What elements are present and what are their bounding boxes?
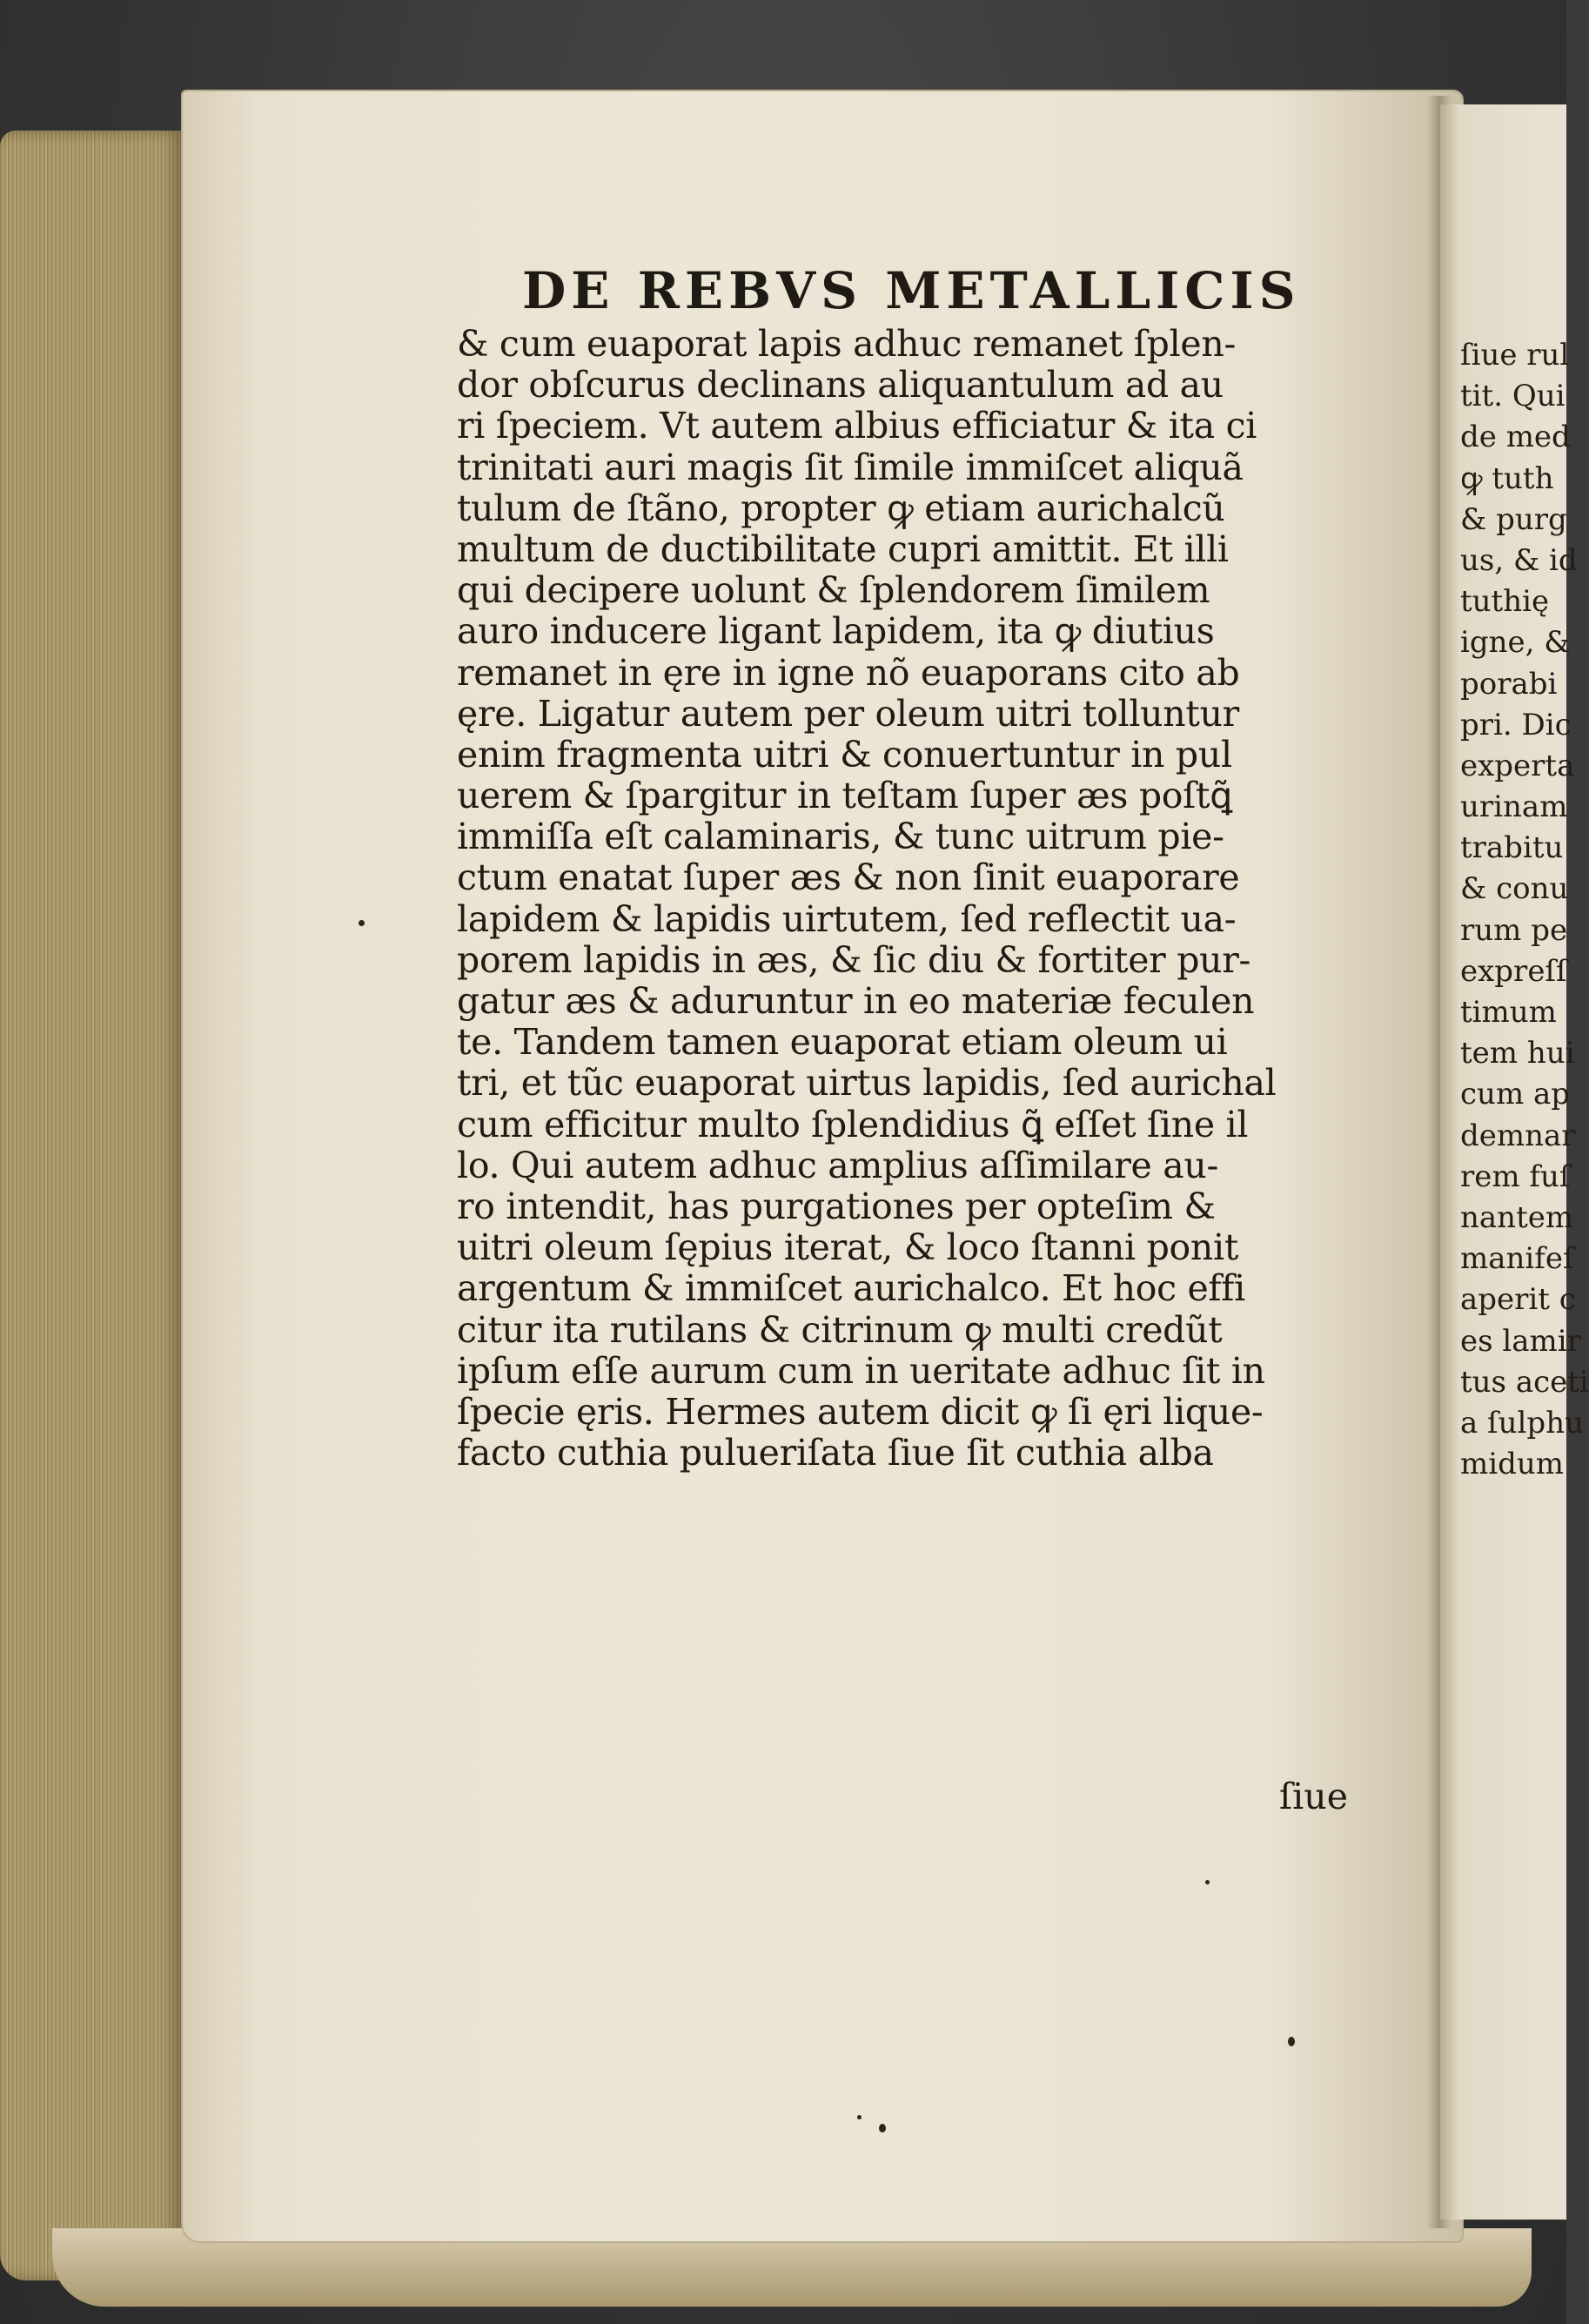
facing-text-line: cum ap xyxy=(1460,1077,1571,1112)
text-line: trinitati auri magis ſit ſimile immiſcet aliquã xyxy=(457,446,1244,488)
text-line: ęre. Ligatur autem per oleum uitri tolluntur xyxy=(457,692,1239,735)
facing-text-line: & conu xyxy=(1460,871,1569,907)
facing-text-line: rum pe xyxy=(1460,912,1568,948)
text-line: auro inducere ligant lapidem, ita ꝙ diutius xyxy=(457,610,1215,653)
text-line: ipſum eſſe aurum cum in ueritate adhuc ſit in xyxy=(457,1349,1265,1392)
text-line: ſpecie ęris. Hermes autem dicit ꝙ ſi ęri lique- xyxy=(457,1390,1264,1433)
text-line: lo. Qui autem adhuc amplius aſſimilare au- xyxy=(457,1144,1219,1186)
text-line: remanet in ęre in igne nõ euaporans cito ab xyxy=(457,651,1240,694)
facing-text-line: igne, & xyxy=(1460,625,1571,661)
text-line: te. Tandem tamen euaporat etiam oleum ui xyxy=(457,1021,1228,1064)
text-line: ro intendit, has purgationes per opteſim & xyxy=(457,1185,1216,1227)
facing-text-line: tuthię xyxy=(1460,584,1550,620)
text-line: uerem & ſpargitur in teſtam ſuper æs poſtꝗ̃ xyxy=(457,775,1232,817)
ink-speck xyxy=(1205,1880,1210,1884)
text-line: tri, et tũc euaporat uirtus lapidis, ſed aurichal xyxy=(457,1062,1277,1105)
text-line: cum efficitur multo ſplendidius ꝗ̃ eſſet ſine il xyxy=(457,1103,1249,1145)
facing-text-line: nantem xyxy=(1460,1199,1574,1235)
facing-text-line: a ſulphu xyxy=(1460,1405,1584,1441)
ink-speck xyxy=(359,920,365,926)
facing-text-line: trabitu xyxy=(1460,830,1564,866)
facing-page-text xyxy=(1460,335,1589,1485)
catchword: ſiue xyxy=(1279,1776,1348,1817)
text-line: citur ita rutilans & citrinum ꝙ multi credũt xyxy=(457,1308,1223,1351)
facing-text-line: midum xyxy=(1460,1447,1565,1482)
facing-text-line: tit. Qui xyxy=(1460,379,1566,414)
text-line: porem lapidis in æs, & ſic diu & fortiter pur- xyxy=(457,938,1251,981)
text-line: enim fragmenta uitri & conuertuntur in pul xyxy=(457,733,1232,776)
facing-text-line: de med xyxy=(1460,420,1571,455)
text-line: facto cuthia pulueriſata ſiue ſit cuthia alba xyxy=(457,1432,1214,1474)
facing-text-line: timum xyxy=(1460,995,1557,1030)
facing-text-line: tem hui xyxy=(1460,1036,1575,1071)
text-line: tulum de ſtãno, propter ꝙ etiam aurichalcũ xyxy=(457,487,1225,529)
text-line: uitri oleum ſępius iterat, & loco ſtanni ponit xyxy=(457,1226,1239,1269)
running-header: DE REBVS METALLICIS xyxy=(522,261,1301,320)
page-edges-left xyxy=(0,131,187,2280)
ink-speck xyxy=(879,2124,886,2133)
facing-text-line: aperit c xyxy=(1460,1282,1576,1318)
text-line: argentum & immiſcet aurichalco. Et hoc effi xyxy=(457,1267,1245,1310)
facing-text-line: us, & id xyxy=(1460,542,1578,578)
facing-text-line: manifeſ xyxy=(1460,1241,1574,1277)
text-line: immiſſa eſt calaminaris, & tunc uitrum pie- xyxy=(457,816,1224,858)
facing-text-line: ꝙ tuth xyxy=(1460,460,1554,496)
facing-text-line: porabi xyxy=(1460,666,1558,702)
text-line: multum de ductibilitate cupri amittit. Et illi xyxy=(457,527,1229,570)
facing-text-line: & purg xyxy=(1460,501,1567,537)
text-line: qui decipere uolunt & ſplendorem ſimilem xyxy=(457,569,1210,612)
ink-speck xyxy=(857,2115,862,2119)
text-line: & cum euaporat lapis adhuc remanet ſplen- xyxy=(457,323,1237,365)
facing-text-line: urinam xyxy=(1460,789,1568,825)
text-line: ctum enatat ſuper æs & non ſinit euaporare xyxy=(457,856,1240,899)
facing-text-line: ſiue rul xyxy=(1460,338,1570,373)
facing-text-line: es lamir xyxy=(1460,1323,1581,1359)
facing-text-line: pri. Dic xyxy=(1460,707,1572,742)
facing-text-line: demnar xyxy=(1460,1118,1576,1153)
text-line: ri ſpeciem. Vt autem albius efficiatur & ita ci xyxy=(457,405,1257,447)
facing-text-line: rem fuſ xyxy=(1460,1159,1571,1194)
ink-speck xyxy=(1288,2037,1295,2046)
facing-text-line: tus aceti xyxy=(1460,1364,1589,1400)
text-line: gatur æs & aduruntur in eo materiæ feculen xyxy=(457,980,1255,1022)
text-line: dor obſcurus declinans aliquantulum ad au xyxy=(457,364,1224,406)
facing-text-line: expreſſ xyxy=(1460,953,1567,989)
text-line: lapidem & lapidis uirtutem, ſed reflectit ua- xyxy=(457,897,1237,940)
text-block xyxy=(457,324,1362,1474)
facing-text-line: experta xyxy=(1460,748,1575,783)
